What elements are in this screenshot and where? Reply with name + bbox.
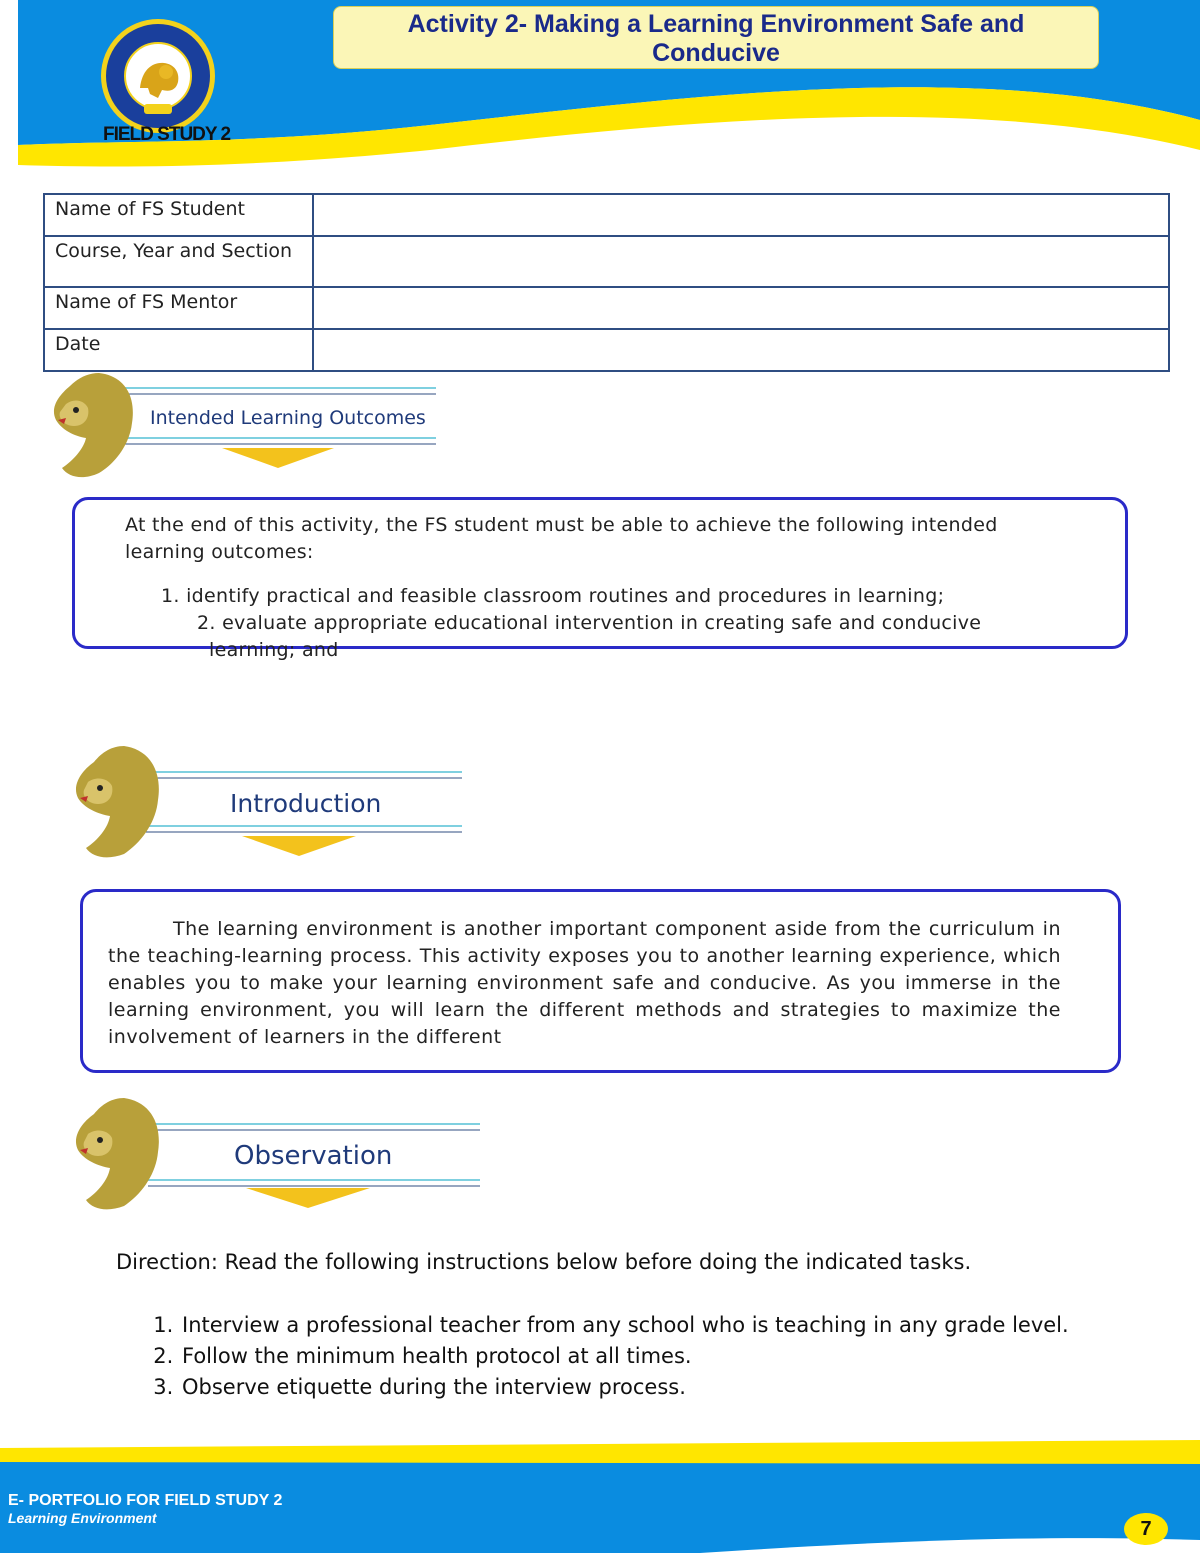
date-label: Date [44, 329, 313, 371]
lion-head-icon [54, 373, 133, 477]
introduction-text: The learning environment is another important component aside from the curriculum in the teaching-learning process. This activity exposes you to another learning experience, which enables you to make your learning environment safe and conducive. As you immerse in the learning environment, you will learn the different methods and strategies to maximize the involvement of learners in the different [108, 918, 1061, 1048]
ilo-box [72, 497, 1128, 661]
task-list [116, 1310, 1080, 1403]
footer-title: E- PORTFOLIO FOR FIELD STUDY 2 [8, 1492, 283, 1509]
activity-title-line2: Conducive [652, 39, 780, 67]
table-row [44, 236, 1169, 287]
table-row [44, 194, 1169, 236]
introduction-heading: Introduction [230, 789, 382, 818]
course-year-section-field[interactable] [313, 236, 1169, 287]
mentor-name-label: Name of FS Mentor [44, 287, 313, 329]
student-info-table [43, 193, 1170, 372]
list-item: 2. Follow the minimum health protocol at all times. [180, 1341, 1080, 1372]
footer-subtitle: Learning Environment [8, 1510, 157, 1526]
course-year-section-label: Course, Year and Section [44, 236, 313, 287]
date-field[interactable] [313, 329, 1169, 371]
ilo-intro: At the end of this activity, the FS student must be able to achieve the following intended learning outcomes: [125, 514, 998, 563]
course-label: FIELD STUDY 2 [103, 124, 231, 145]
table-row [44, 287, 1169, 329]
direction-text: Direction: Read the following instructions below before doing the indicated tasks. [116, 1250, 972, 1274]
introduction-box [80, 889, 1121, 1073]
lion-head-icon [76, 1098, 159, 1209]
ilo-heading: Intended Learning Outcomes [150, 407, 426, 429]
list-item: 3. Observe etiquette during the interview process. [180, 1372, 1080, 1403]
university-seal-icon [100, 18, 216, 134]
lion-head-icon [76, 746, 159, 857]
activity-title [333, 6, 1099, 69]
page-number-badge: 7 [1124, 1513, 1168, 1545]
ilo-item-1: 1. identify practical and feasible classroom routines and procedures in learning; [161, 585, 945, 607]
ilo-item-2-continued: learning; and [209, 639, 339, 661]
table-row [44, 329, 1169, 371]
observation-heading: Observation [234, 1141, 393, 1171]
ilo-item-2: 2. evaluate appropriate educational intervention in creating safe and conducive [197, 612, 982, 634]
student-name-field[interactable] [313, 194, 1169, 236]
student-name-label: Name of FS Student [44, 194, 313, 236]
mentor-name-field[interactable] [313, 287, 1169, 329]
activity-title-line1: Activity 2- Making a Learning Environment Safe and [407, 10, 1025, 38]
list-item: 1. Interview a professional teacher from any school who is teaching in any grade level. [180, 1310, 1080, 1341]
